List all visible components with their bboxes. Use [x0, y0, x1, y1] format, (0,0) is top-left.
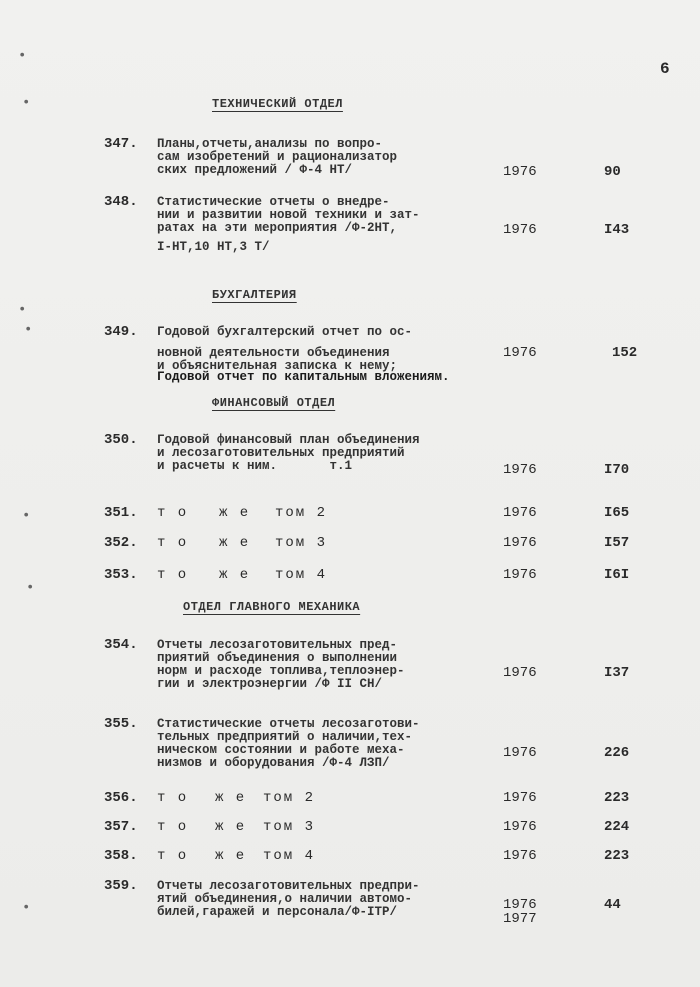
ditto-volume: том 4 [263, 848, 316, 864]
entry-number: 354. [104, 637, 138, 653]
entry-number: 358. [104, 848, 138, 864]
ditto-volume: том 2 [263, 790, 316, 806]
entry-pages: 224 [604, 819, 630, 835]
entry-description [157, 326, 477, 373]
entry-pages: 44 [604, 897, 621, 913]
ditto-zhe: ж е [219, 535, 251, 551]
entry-number: 350. [104, 432, 138, 448]
entry-description [157, 880, 477, 919]
ditto-zhe: ж е [215, 819, 247, 835]
entry-description [157, 434, 477, 473]
desc-line: и лесозаготовительных предприятий [157, 446, 405, 460]
desc-line: приятий объединения о выполнении [157, 651, 398, 665]
entry-number: 357. [104, 819, 138, 835]
desc-line: ратах на эти мероприятия /Ф-2НТ, [157, 221, 398, 235]
ditto-volume: том 3 [263, 819, 316, 835]
desc-line: Отчеты лесозаготовительных пред- [157, 638, 398, 652]
entry-year: 1976 [503, 567, 537, 583]
entry-description [157, 196, 477, 254]
entry-number: 359. [104, 878, 138, 894]
desc-line: нии и развитии новой техники и зат- [157, 208, 420, 222]
section-heading-fin: ФИНАНСОВЫЙ ОТДЕЛ [212, 396, 336, 410]
desc-line: гии и электроэнергии /Ф II СН/ [157, 677, 383, 691]
entry-number: 352. [104, 535, 138, 551]
desc-line: Планы,отчеты,анализы по вопро- [157, 137, 383, 151]
entry-year: 1976 [503, 164, 537, 180]
section-heading-tech: ТЕХНИЧЕСКИЙ ОТДЕЛ [212, 97, 343, 111]
ditto-to: т о [157, 819, 189, 835]
entry-year: 1976 [503, 665, 537, 681]
desc-line: Статистические отчеты лесозаготови- [157, 717, 420, 731]
entry-pages: I70 [604, 462, 630, 478]
desc-line: Статистические отчеты о внедре- [157, 195, 390, 209]
entry-year: 1976 [503, 897, 537, 913]
entry-year-end: 1977 [503, 911, 537, 927]
entry-number: 353. [104, 567, 138, 583]
ditto-zhe: ж е [215, 848, 247, 864]
desc-line: Отчеты лесозаготовительных предпри- [157, 879, 420, 893]
page-number: 6 [660, 60, 670, 78]
ditto-to: т о [157, 790, 189, 806]
archive-page: • • • • • • • 6 ТЕХНИЧЕСКИЙ ОТДЕЛ 347. Планы,отчеты,анализы по вопро- сам изобретений и рационализатор ских предложений / Ф-4 НТ/ 1976 90 348. Статистические отчеты о внедре- нии и развитии новой техники и зат- ратах на эти мероприятия /Ф-2НТ, I-НТ,10 НТ,3 Т/ 1976 I43 БУХГАЛТЕРИЯ 349. Годовой бухгалтерский отчет по ос- новной деятельности объединения и объяснительная записка к нему; 1976 152 Годовой отчет по капитальным вложениям. ФИНАНСОВЫЙ ОТДЕЛ 350. Годовой финансовый план объединения и лесозаготовительных предприятий и расчеты к ним. т.1 1976 I70 351. т о ж е том 2 1976 I65 352. т о ж е том 3 1976 I57 353. т о ж е том 4 1976 I6I ОТДЕЛ ГЛАВНОГО МЕХАНИКА 354. Отчеты лесозаготовительных пред- приятий объединения о выполнении норм и расходе топлива,теплоэнер- гии и электроэнергии /Ф II СН/ 1976 I37 355. Статистические отчеты лесозаготови- тельных предприятий о наличии,тех- ническом состоянии и работе меха- низмов и оборудования /Ф-4 ЛЗП/ 1976 226 356. т о ж е том 2 1976 223 357. т о ж е том 3 1976 224 358. т о ж е том 4 1976 223 359. Отчеты лесозаготовительных предпри- ятий объединения,о наличии автомо- билей,гаражей и персонала/Ф-ITР/ 1976 1977 44 [0, 0, 700, 987]
desc-line: тельных предприятий о наличии,тех- [157, 730, 413, 744]
ditto-volume: том 3 [275, 535, 328, 551]
entry-year: 1976 [503, 790, 537, 806]
ditto-zhe: ж е [219, 567, 251, 583]
entry-pages: 90 [604, 164, 621, 180]
desc-line: сам изобретений и рационализатор [157, 150, 398, 164]
ditto-line [157, 567, 327, 583]
entry-year: 1976 [503, 345, 537, 361]
desc-line: низмов и оборудования /Ф-4 ЛЗП/ [157, 756, 390, 770]
entry-description [157, 138, 477, 177]
ditto-zhe: ж е [219, 505, 251, 521]
section-heading-buh: БУХГАЛТЕРИЯ [212, 288, 297, 302]
ditto-to: т о [157, 535, 189, 551]
ditto-line [157, 505, 327, 521]
ditto-line [157, 848, 315, 864]
entry-pages: I37 [604, 665, 630, 681]
entry-number: 349. [104, 324, 138, 340]
entry-pages: I65 [604, 505, 630, 521]
entry-pages: I43 [604, 222, 630, 238]
entry-year: 1976 [503, 462, 537, 478]
ditto-zhe: ж е [215, 790, 247, 806]
overtyped-line: Годовой отчет по капитальным вложениям. [157, 370, 450, 384]
entry-pages: 152 [612, 345, 638, 361]
entry-description [157, 718, 477, 770]
entry-year: 1976 [503, 535, 537, 551]
desc-line: ских предложений / Ф-4 НТ/ [157, 163, 353, 177]
entry-number: 355. [104, 716, 138, 732]
ditto-to: т о [157, 848, 189, 864]
entry-year: 1976 [503, 745, 537, 761]
desc-line: и расчеты к ним. т.1 [157, 459, 353, 473]
entry-pages: 226 [604, 745, 630, 761]
entry-description [157, 639, 477, 691]
desc-line: новной деятельности объединения [157, 346, 390, 360]
desc-line: Годовой финансовый план объединения [157, 433, 420, 447]
entry-number: 348. [104, 194, 138, 210]
desc-line: I-НТ,10 НТ,3 Т/ [157, 240, 270, 254]
entry-year: 1976 [503, 222, 537, 238]
ditto-volume: том 2 [275, 505, 328, 521]
entry-year: 1976 [503, 505, 537, 521]
desc-line: билей,гаражей и персонала/Ф-ITР/ [157, 905, 398, 919]
desc-line: ническом состоянии и работе меха- [157, 743, 405, 757]
ditto-to: т о [157, 505, 189, 521]
entry-year: 1976 [503, 848, 537, 864]
entry-number: 347. [104, 136, 138, 152]
desc-line: и объяснительная записка к нему; [157, 359, 398, 373]
entry-pages: 223 [604, 790, 630, 806]
entry-pages: I57 [604, 535, 630, 551]
entry-pages: I6I [604, 567, 630, 583]
entry-number: 351. [104, 505, 138, 521]
ditto-line [157, 819, 315, 835]
ditto-line [157, 790, 315, 806]
ditto-to: т о [157, 567, 189, 583]
desc-line: ятий объединения,о наличии автомо- [157, 892, 413, 906]
desc-line: Годовой бухгалтерский отчет по ос- [157, 325, 413, 339]
entry-number: 356. [104, 790, 138, 806]
ditto-volume: том 4 [275, 567, 328, 583]
desc-line: норм и расходе топлива,теплоэнер- [157, 664, 405, 678]
entry-pages: 223 [604, 848, 630, 864]
section-heading-mech: ОТДЕЛ ГЛАВНОГО МЕХАНИКА [183, 600, 361, 614]
entry-year: 1976 [503, 819, 537, 835]
ditto-line [157, 535, 327, 551]
